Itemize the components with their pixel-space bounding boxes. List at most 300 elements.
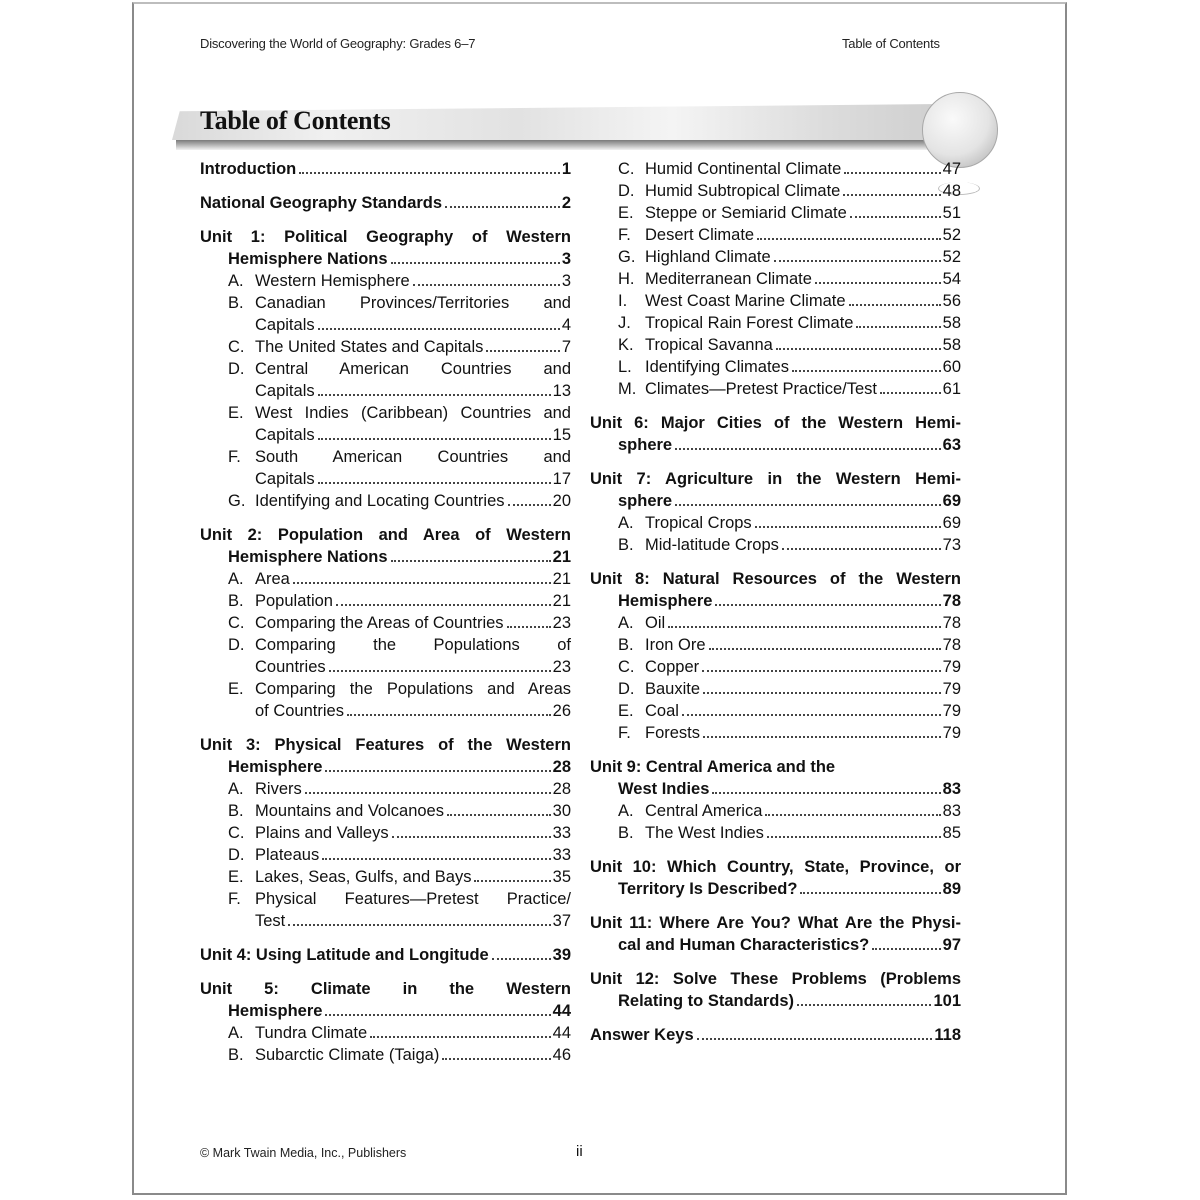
page-number: 52 [942, 248, 961, 266]
dot-leader [765, 814, 940, 816]
page-number: 83 [942, 780, 961, 798]
dot-leader [336, 604, 551, 606]
page-number: 54 [942, 270, 961, 288]
page-number: 39 [552, 946, 571, 964]
subentry-line[interactable] [200, 888, 571, 910]
unit-title: Unit 1: Political Geography of Western [200, 228, 571, 246]
subentry[interactable] [200, 778, 571, 800]
dot-leader [782, 548, 941, 550]
toc-entry [590, 856, 961, 900]
dot-leader [492, 958, 551, 960]
subentry-label: Central America [645, 802, 763, 820]
subentry[interactable] [200, 910, 571, 932]
subentry-letter: B. [228, 802, 244, 820]
subentry[interactable] [590, 202, 961, 224]
toc-link[interactable] [200, 192, 571, 214]
subentry[interactable] [200, 800, 571, 822]
subentry[interactable] [590, 268, 961, 290]
page-number: 46 [552, 1046, 571, 1064]
subentry[interactable] [200, 1044, 571, 1066]
subentry[interactable] [590, 290, 961, 312]
page-number: 30 [552, 802, 571, 820]
entry-label: Hemisphere [228, 1002, 323, 1020]
page-number: 97 [942, 936, 961, 954]
subentry-label: Identifying and Locating Countries [255, 492, 505, 510]
dot-leader [792, 370, 941, 372]
dot-leader [697, 1038, 933, 1040]
unit-title: Unit 10: Which Country, State, Province, or [590, 858, 961, 876]
subentry-label: Highland Climate [645, 248, 771, 266]
subentry[interactable] [590, 334, 961, 356]
globe-icon [922, 92, 998, 168]
subentry-letter: D. [228, 360, 245, 378]
page-number: 83 [942, 802, 961, 820]
unit-heading-continued[interactable] [590, 490, 961, 512]
page-number: 79 [942, 702, 961, 720]
subentry-letter: A. [228, 1024, 244, 1042]
dot-leader [712, 792, 940, 794]
subentry[interactable] [200, 822, 571, 844]
entry-label: Relating to Standards) [618, 992, 795, 1010]
dot-leader [843, 194, 940, 196]
subentry[interactable] [590, 678, 961, 700]
toc-entry [200, 226, 571, 512]
unit-heading-continued[interactable] [200, 546, 571, 568]
page-number: 79 [942, 658, 961, 676]
dot-leader [391, 560, 551, 562]
page-number: 44 [552, 1002, 571, 1020]
spacer [200, 512, 571, 524]
toc-right-column [590, 158, 961, 1046]
subentry[interactable] [590, 512, 961, 534]
unit-heading[interactable] [200, 978, 571, 1000]
footer-copyright: © Mark Twain Media, Inc., Publishers [200, 1146, 407, 1160]
toc-entry [590, 568, 961, 744]
subentry-label: Mid-latitude Crops [645, 536, 779, 554]
subentry[interactable] [590, 246, 961, 268]
dot-leader [675, 504, 941, 506]
unit-title: Unit 11: Where Are You? What Are the Physi- [590, 914, 961, 932]
subentry-letter: A. [618, 614, 634, 632]
subentry-letter: E. [228, 680, 244, 698]
subentry[interactable] [200, 866, 571, 888]
subentry-label: Area [255, 570, 290, 588]
subentry-label: Steppe or Semiarid Climate [645, 204, 847, 222]
toc-entry [200, 978, 571, 1066]
spacer [590, 956, 961, 968]
toc-entry [590, 468, 961, 556]
spacer [590, 844, 961, 856]
dot-leader [755, 526, 941, 528]
subentry[interactable] [590, 822, 961, 844]
page-number: 73 [942, 536, 961, 554]
page-number: 79 [942, 680, 961, 698]
page-title: Table of Contents [200, 106, 391, 135]
subentry-letter: B. [228, 294, 244, 312]
subentry-letter: G. [228, 492, 246, 510]
page-number: 63 [942, 436, 961, 454]
page-number: 78 [942, 614, 961, 632]
dot-leader [880, 392, 941, 394]
subentry[interactable] [590, 356, 961, 378]
subentry-letter: E. [618, 702, 634, 720]
subentry-label: Forests [645, 724, 701, 742]
subentry-letter: H. [618, 270, 635, 288]
page-number: 79 [942, 724, 961, 742]
subentry-letter: G. [618, 248, 636, 266]
dot-leader [474, 880, 550, 882]
subentry-label: Climates—Pretest Practice/Test [645, 380, 877, 398]
subentry[interactable] [590, 800, 961, 822]
unit-heading[interactable] [200, 524, 571, 546]
subentry[interactable] [590, 180, 961, 202]
subentry[interactable] [590, 378, 961, 400]
dot-leader [392, 836, 551, 838]
unit-heading[interactable] [590, 756, 961, 778]
subentry[interactable] [200, 490, 571, 512]
subentry[interactable] [200, 844, 571, 866]
dot-leader [486, 350, 559, 352]
dot-leader [702, 670, 941, 672]
subentry-label: The West Indies [645, 824, 764, 842]
unit-heading[interactable] [590, 968, 961, 990]
subentry[interactable] [590, 224, 961, 246]
subentry[interactable] [200, 380, 571, 402]
unit-heading-continued[interactable] [590, 878, 961, 900]
entry-label: sphere [618, 436, 673, 454]
subentry-label: Coal [645, 702, 679, 720]
page-number: 3 [561, 250, 571, 268]
page-number: 13 [552, 382, 571, 400]
dot-leader [849, 304, 941, 306]
unit-heading-continued[interactable] [590, 990, 961, 1012]
spacer [590, 556, 961, 568]
unit-heading-continued[interactable] [590, 778, 961, 800]
subentry[interactable] [200, 700, 571, 722]
subentry-line[interactable] [200, 402, 571, 424]
dot-leader [508, 504, 551, 506]
subentry-letter: F. [618, 226, 631, 244]
dot-leader [445, 206, 560, 208]
subentry-label: West Coast Marine Climate [645, 292, 846, 310]
page-number: 47 [942, 160, 961, 178]
subentry-line[interactable] [200, 358, 571, 380]
subentry[interactable] [200, 336, 571, 358]
page-number: 21 [552, 570, 571, 588]
subentry-label: Identifying Climates [645, 358, 789, 376]
dot-leader [325, 1014, 550, 1016]
page-number: 48 [942, 182, 961, 200]
subentry-letter: C. [228, 824, 245, 842]
dot-leader [797, 1004, 931, 1006]
subentry-line[interactable] [200, 634, 571, 656]
unit-heading[interactable] [590, 468, 961, 490]
entry-label: cal and Human Characteristics? [618, 936, 870, 954]
title-banner [172, 100, 962, 152]
subentry[interactable] [590, 312, 961, 334]
dot-leader [370, 1036, 550, 1038]
page-number: 69 [942, 492, 961, 510]
unit-title: Unit 3: Physical Features of the Western [200, 736, 571, 754]
subentry[interactable] [200, 468, 571, 490]
page-number: 37 [552, 912, 571, 930]
subentry-letter: I. [618, 292, 628, 310]
dot-leader [318, 482, 551, 484]
dot-leader [800, 892, 940, 894]
unit-heading-continued[interactable] [200, 248, 571, 270]
subentry-letter: A. [618, 514, 634, 532]
subentry-label: Population [255, 592, 333, 610]
subentry-letter: C. [618, 160, 635, 178]
dot-leader [329, 670, 551, 672]
entry-label: Hemisphere Nations [228, 548, 388, 566]
toc-link[interactable] [200, 158, 571, 180]
page-number: 2 [561, 194, 571, 212]
subentry-letter: B. [618, 636, 634, 654]
dot-leader [715, 604, 940, 606]
unit-heading[interactable] [200, 226, 571, 248]
page-number: 58 [942, 314, 961, 332]
page-number: 61 [942, 380, 961, 398]
running-head-section: Table of Contents [842, 36, 940, 51]
subentry-label: Tropical Savanna [645, 336, 773, 354]
subentry-letter: D. [618, 182, 635, 200]
subentry[interactable] [590, 656, 961, 678]
banner-underline [176, 140, 942, 150]
spacer [200, 722, 571, 734]
dot-leader [709, 648, 941, 650]
subentry-label: Tropical Crops [645, 514, 752, 532]
entry-label: West Indies [618, 780, 710, 798]
subentry-letter: D. [618, 680, 635, 698]
subentry-letter: E. [618, 204, 634, 222]
subentry-letter: A. [228, 780, 244, 798]
unit-heading-continued[interactable] [590, 590, 961, 612]
dot-leader [703, 736, 941, 738]
unit-heading[interactable] [200, 734, 571, 756]
dot-leader [305, 792, 551, 794]
subentry-label: Subarctic Climate (Taiga) [255, 1046, 440, 1064]
subentry-letter: L. [618, 358, 632, 376]
toc-entry [590, 912, 961, 956]
subentry-letter: A. [228, 570, 244, 588]
page-number: 51 [942, 204, 961, 222]
toc-link[interactable] [590, 1024, 961, 1046]
toc-entry [200, 524, 571, 722]
subentry-label: Countries [255, 658, 326, 676]
page-number: 60 [942, 358, 961, 376]
subentry-letter: C. [228, 614, 245, 632]
toc-entry [590, 756, 961, 844]
subentry-label: Humid Subtropical Climate [645, 182, 841, 200]
subentry-label: Tropical Rain Forest Climate [645, 314, 854, 332]
subentry-label: Tundra Climate [255, 1024, 368, 1042]
subentry-text: Canadian Provinces/Territories and [255, 294, 571, 312]
subentry[interactable] [590, 158, 961, 180]
dot-leader [413, 284, 560, 286]
subentry-text: Comparing the Populations and Areas [255, 680, 571, 698]
page-number: 17 [552, 470, 571, 488]
subentry-label: Lakes, Seas, Gulfs, and Bays [255, 868, 472, 886]
page-number: 28 [552, 780, 571, 798]
toc-entry [590, 968, 961, 1012]
subentry-letter: C. [618, 658, 635, 676]
page-number: 35 [552, 868, 571, 886]
subentry-text: South American Countries and [255, 448, 571, 466]
subentry[interactable] [590, 612, 961, 634]
subentry-letter: D. [228, 846, 245, 864]
unit-heading[interactable] [590, 568, 961, 590]
subentry-letter: K. [618, 336, 634, 354]
page-number: 58 [942, 336, 961, 354]
subentry-letter: A. [228, 272, 244, 290]
unit-heading[interactable] [590, 412, 961, 434]
subentry[interactable] [200, 270, 571, 292]
subentry-letter: E. [228, 404, 244, 422]
subentry-label: Capitals [255, 426, 315, 444]
subentry-label: Iron Ore [645, 636, 706, 654]
subentry-line[interactable] [200, 446, 571, 468]
toc-left-column [200, 158, 571, 1066]
subentry-label: Comparing the Areas of Countries [255, 614, 504, 632]
page-number: 56 [942, 292, 961, 310]
subentry[interactable] [200, 612, 571, 634]
footer-page-number: ii [576, 1143, 583, 1160]
dot-leader [850, 216, 941, 218]
unit-heading-continued[interactable] [590, 434, 961, 456]
dot-leader [774, 260, 941, 262]
subentry[interactable] [200, 656, 571, 678]
subentry-letter: F. [228, 448, 241, 466]
subentry-text: Comparing the Populations of [255, 636, 571, 654]
subentry-letter: D. [228, 636, 245, 654]
toc-entry [200, 192, 571, 214]
page-number: 26 [552, 702, 571, 720]
subentry-letter: A. [618, 802, 634, 820]
toc-entry [200, 158, 571, 180]
page-number: 3 [561, 272, 571, 290]
spacer [590, 1012, 961, 1024]
subentry-text: West Indies (Caribbean) Countries and [255, 404, 571, 422]
dot-leader [767, 836, 941, 838]
subentry[interactable] [590, 700, 961, 722]
toc-entry [590, 412, 961, 456]
subentry-letter: B. [618, 824, 634, 842]
page-number: 23 [552, 614, 571, 632]
page-number: 33 [552, 846, 571, 864]
dot-leader [288, 924, 550, 926]
subentry-label: Capitals [255, 316, 315, 334]
page-number: 20 [552, 492, 571, 510]
dot-leader [856, 326, 940, 328]
subentry[interactable] [590, 534, 961, 556]
dot-leader [347, 714, 551, 716]
dot-leader [442, 1058, 550, 1060]
dot-leader [682, 714, 941, 716]
page-number: 7 [561, 338, 571, 356]
spacer [590, 744, 961, 756]
toc-entry [200, 944, 571, 966]
subentry-line[interactable] [200, 292, 571, 314]
subentry[interactable] [590, 722, 961, 744]
unit-title: Unit 7: Agriculture in the Western Hemi- [590, 470, 961, 488]
unit-title: Unit 12: Solve These Problems (Problems [590, 970, 961, 988]
subentry-label: Oil [645, 614, 666, 632]
unit-title: Unit 5: Climate in the Western [200, 980, 571, 998]
page-number: 28 [552, 758, 571, 776]
page-number: 15 [552, 426, 571, 444]
subentry[interactable] [590, 634, 961, 656]
unit-heading-continued[interactable] [200, 756, 571, 778]
page-number: 4 [561, 316, 571, 334]
page-number: 78 [942, 636, 961, 654]
dot-leader [703, 692, 941, 694]
unit-title: Unit 8: Natural Resources of the Western [590, 570, 961, 588]
subentry-label: Copper [645, 658, 700, 676]
subentry-text: Central American Countries and [255, 360, 571, 378]
entry-label: Territory Is Described? [618, 880, 798, 898]
toc-entry [590, 158, 961, 400]
page-number: 101 [933, 992, 961, 1010]
spacer [200, 932, 571, 944]
subentry-letter: J. [618, 314, 631, 332]
subentry[interactable] [200, 1022, 571, 1044]
toc-link[interactable] [200, 944, 571, 966]
unit-heading-continued[interactable] [200, 1000, 571, 1022]
subentry-label: Desert Climate [645, 226, 755, 244]
spacer [590, 900, 961, 912]
dot-leader [757, 238, 941, 240]
subentry-text: Physical Features—Pretest Practice/ [255, 890, 571, 908]
entry-label: Unit 4: Using Latitude and Longitude [200, 946, 489, 964]
subentry[interactable] [200, 590, 571, 612]
unit-heading[interactable] [590, 912, 961, 934]
entry-label: National Geography Standards [200, 194, 443, 212]
subentry-label: Capitals [255, 382, 315, 400]
subentry-letter: B. [228, 592, 244, 610]
dot-leader [776, 348, 941, 350]
entry-label: Introduction [200, 160, 297, 178]
subentry-label: Capitals [255, 470, 315, 488]
subentry-label: Western Hemisphere [255, 272, 410, 290]
page-number: 33 [552, 824, 571, 842]
subentry-letter: B. [618, 536, 634, 554]
page-number: 21 [552, 592, 571, 610]
dot-leader [668, 626, 940, 628]
subentry[interactable] [200, 314, 571, 336]
entry-label: Hemisphere [618, 592, 713, 610]
page-number: 85 [942, 824, 961, 842]
subentry-letter: F. [618, 724, 631, 742]
subentry-label: Plains and Valleys [255, 824, 389, 842]
subentry-label: Bauxite [645, 680, 701, 698]
entry-label: Hemisphere Nations [228, 250, 388, 268]
page-number: 21 [552, 548, 571, 566]
subentry-line[interactable] [200, 678, 571, 700]
unit-heading-continued[interactable] [590, 934, 961, 956]
subentry-label: Mountains and Volcanoes [255, 802, 444, 820]
dot-leader [318, 328, 560, 330]
toc-entry [590, 1024, 961, 1046]
dot-leader [507, 626, 551, 628]
dot-leader [318, 438, 551, 440]
subentry[interactable] [200, 424, 571, 446]
subentry-letter: F. [228, 890, 241, 908]
subentry[interactable] [200, 568, 571, 590]
page-number: 89 [942, 880, 961, 898]
entry-label: Hemisphere [228, 758, 323, 776]
unit-heading[interactable] [590, 856, 961, 878]
